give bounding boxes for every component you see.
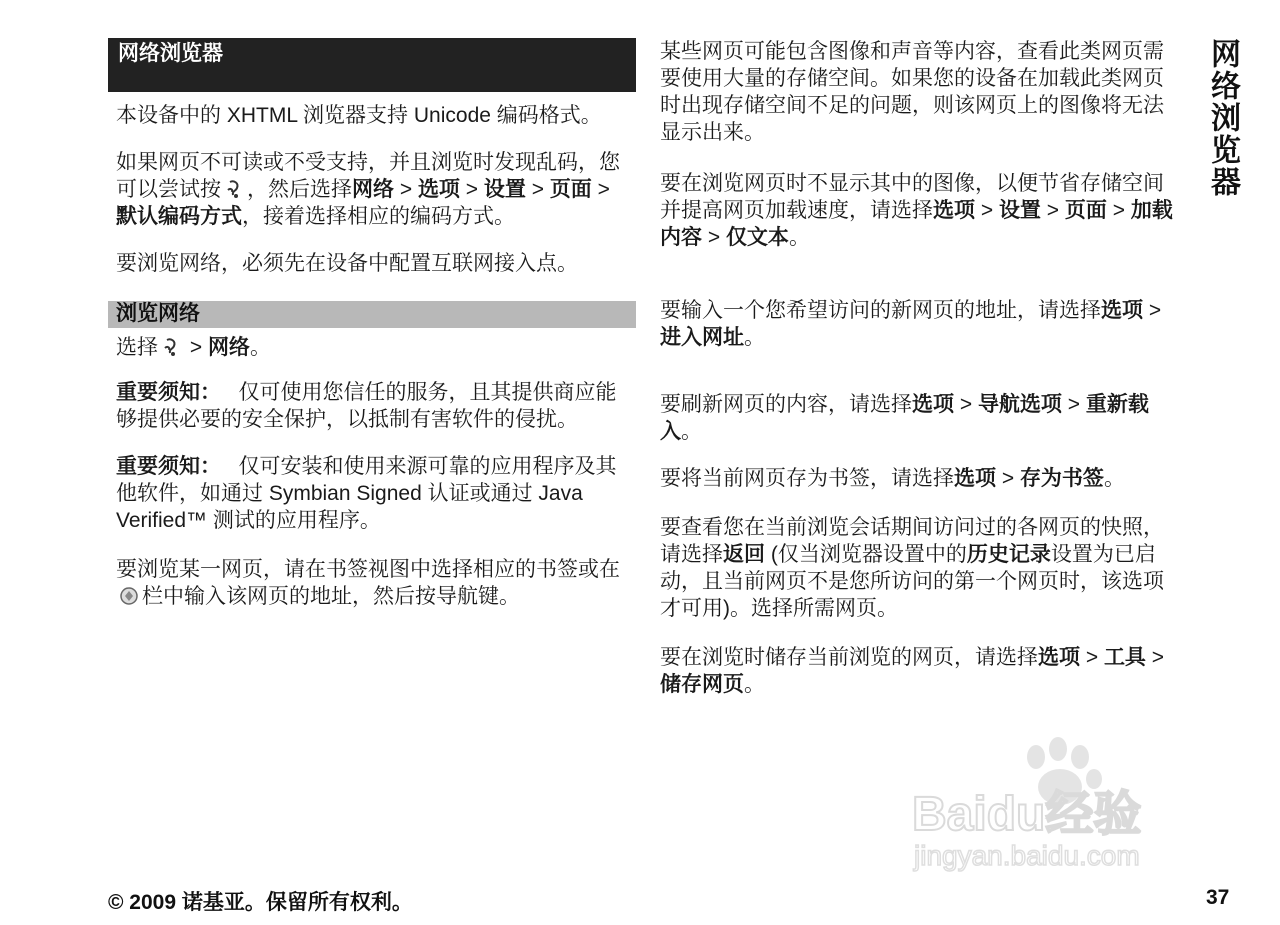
section-title-browse-web: 浏览网络 [108,301,636,328]
paragraph-history: 要查看您在当前浏览会话期间访问过的各网页的快照，请选择返回 (仅当浏览器设置中的历史记录设置为已启动，且当前网页不是您所访问的第一个网页时，该选项才可用)。选择所需网页。 [660,516,1164,620]
paragraph-storage-space: 某些网页可能包含图像和声音等内容，查看此类网页需要使用大量的存储空间。如果您的设备在加载此类网页时出现存储空间不足的问题，则该网页上的图像将无法显示出来。 [660,40,1164,144]
page-number: 37 [1206,886,1230,909]
paragraph-go-to-address: 要输入一个您希望访问的新网页的地址，请选择选项 > 进入网址。 [660,299,1162,349]
baidu-watermark [908,735,1208,875]
section-title-web-browser: 网络浏览器 [108,38,636,92]
menu-key-icon [161,336,181,358]
paragraph-important-trusted-software: 重要须知： 仅可安装和使用来源可靠的应用程序及其他软件，如通过 Symbian Signed 认证或通过 Java Verified™ 测试的应用程序。 [116,455,617,532]
paragraph-save-page: 要在浏览时储存当前浏览的网页，请选择选项 > 工具 > 储存网页。 [660,646,1165,696]
left-column [108,38,636,610]
paragraph-browse-page: 要浏览某一网页，请在书签视图中选择相应的书签或在栏中输入该网页的地址，然后按导航键。 [116,558,620,608]
paragraph-select-web: 选择 > 网络。 [116,336,271,359]
paragraph-text-only: 要在浏览网页时不显示其中的图像，以便节省存储空间并提高网页加载速度，请选择选项 > 设置 > 页面 > 加载内容 > 仅文本。 [660,172,1173,249]
paragraph-important-trusted-services: 重要须知： 仅可使用您信任的服务，且其提供商应能够提供必要的安全保护，以抵制有害软件的侵扰。 [116,381,617,431]
menu-key-icon [224,178,244,200]
paragraph-encoding: 如果网页不可读或不受支持，并且浏览时发现乱码，您可以尝试按 ，然后选择网络 > 选项 > 设置 > 页面 > 默认编码方式，接着选择相应的编码方式。 [116,151,620,228]
right-column [660,38,1180,698]
paragraph-access-point: 要浏览网络，必须先在设备中配置互联网接入点。 [116,252,578,275]
paragraph-save-bookmark: 要将当前网页存为书签，请选择选项 > 存为书签。 [660,467,1125,490]
watermark-brand: Baidu经验 [912,788,1142,841]
paragraph-xhtml-support: 本设备中的 XHTML 浏览器支持 Unicode 编码格式。 [116,104,602,127]
watermark-url: jingyan.baidu.com [914,840,1140,871]
footer-copyright: © 2009 诺基亚。保留所有权利。 [108,891,413,914]
paragraph-reload: 要刷新网页的内容，请选择选项 > 导航选项 > 重新载入。 [660,393,1149,443]
side-chapter-title: 网络浏览器 [1206,38,1239,198]
address-bar-icon [119,585,139,607]
